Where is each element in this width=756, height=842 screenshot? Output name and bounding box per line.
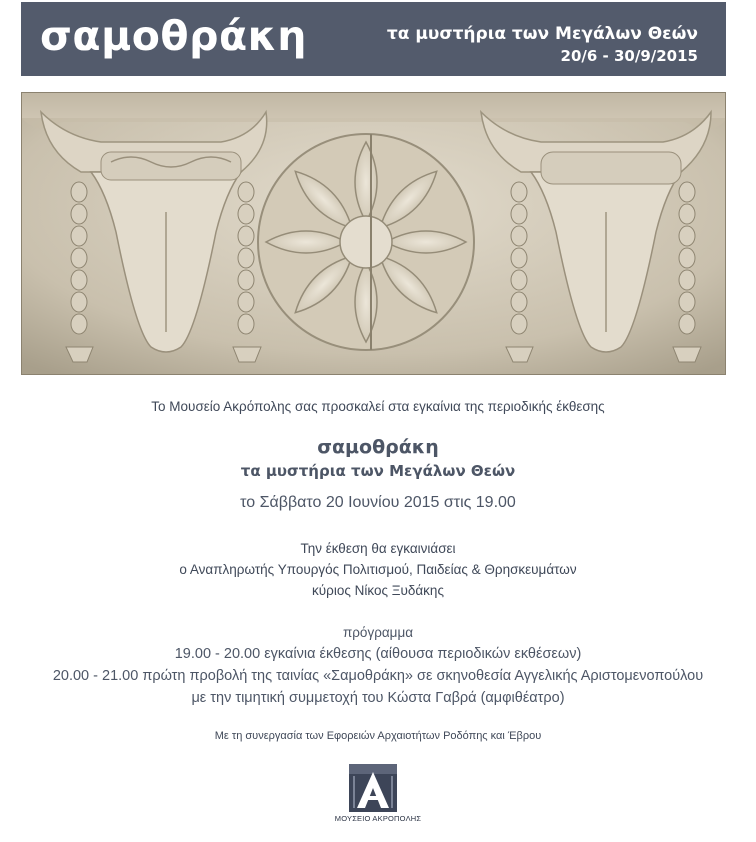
program-item-2: 20.00 - 21.00 πρώτη προβολή της ταινίας «Σαμοθράκη» σε σκηνοθεσία Αγγελικής Αριστομενοπούλου <box>52 668 704 684</box>
acropolis-museum-logo-icon <box>349 764 397 812</box>
bucranium-rosette-relief <box>21 92 726 375</box>
opening-by-name: κύριος Νίκος Ξυδάκης <box>312 583 444 598</box>
banner-title: σαμοθράκη <box>40 12 307 60</box>
opening-date: το Σάββατο 20 Ιουνίου 2015 στις 19.00 <box>240 494 516 511</box>
header-banner <box>21 2 726 76</box>
invitation-intro: Το Μουσείο Ακρόπολης σας προσκαλεί στα εγκαίνια της περιοδικής έκθεσης <box>151 399 605 414</box>
exhibition-subtitle: τα μυστήρια των Μεγάλων Θεών <box>240 462 516 480</box>
marble-relief-image <box>21 92 726 375</box>
program-heading: πρόγραμμα <box>342 625 414 640</box>
rosette <box>258 134 474 350</box>
cooperation-note: Με τη συνεργασία των Εφορειών Αρχαιοτήτων Ροδόπης και Έβρου <box>214 730 542 742</box>
opening-by-label: Την έκθεση θα εγκαινιάσει <box>300 541 456 556</box>
opening-by-role: ο Αναπληρωτής Υπουργός Πολιτισμού, Παιδείας & Θρησκευμάτων <box>179 562 577 577</box>
logo-label: ΜΟΥΣΕΙΟ ΑΚΡΟΠΟΛΗΣ <box>334 814 422 823</box>
program-item-1: 19.00 - 20.00 εγκαίνια έκθεσης (αίθουσα περιοδικών εκθέσεων) <box>174 646 582 662</box>
exhibition-title: σαμοθράκη <box>317 436 439 458</box>
banner-subtitle: τα μυστήρια των Μεγάλων Θεών <box>386 24 698 44</box>
program-item-3: με την τιμητική συμμετοχή του Κώστα Γαβρά (αμφιθέατρο) <box>191 690 565 706</box>
banner-dates: 20/6 - 30/9/2015 <box>560 47 698 65</box>
